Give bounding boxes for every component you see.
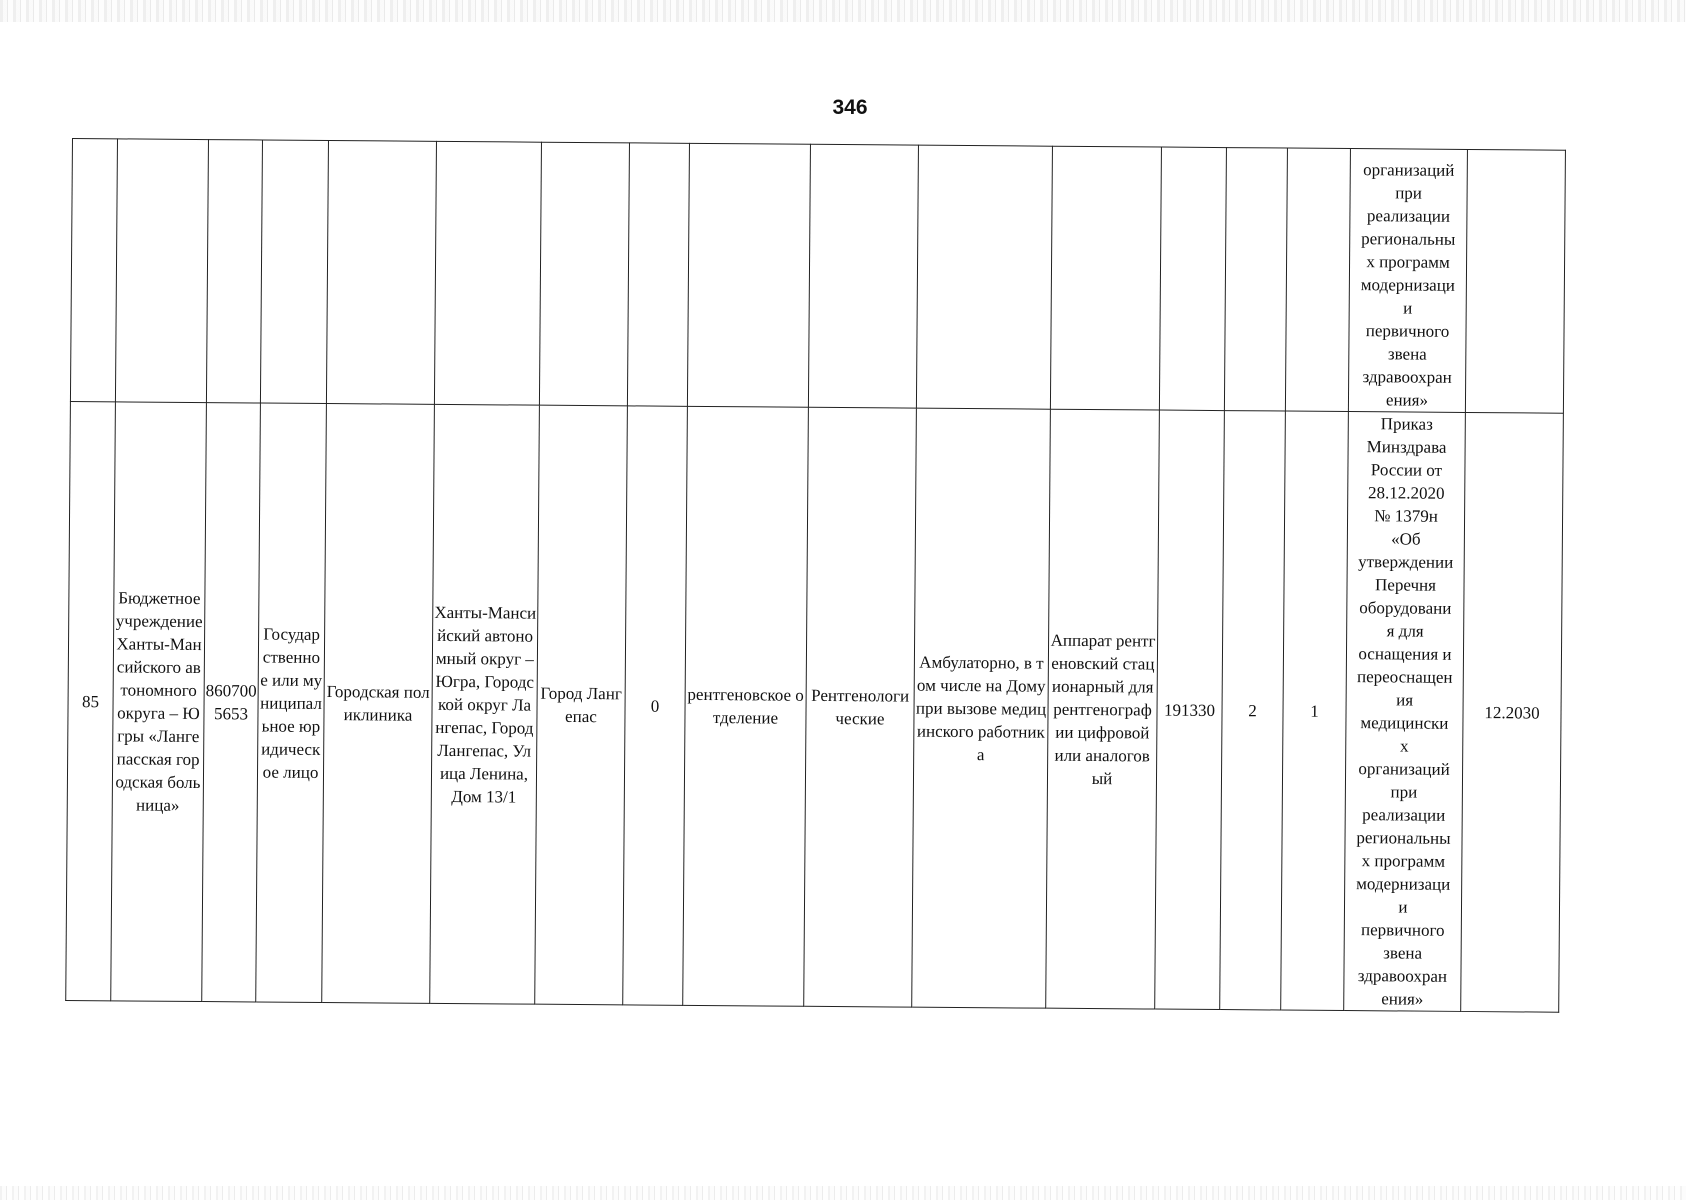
cell-legal-form [260, 140, 328, 404]
cell-legal-form: Государственное или муниципальное юридическое лицо [256, 403, 327, 1002]
cell-deadline: 12.2030 [1461, 412, 1564, 1012]
cell-address: Ханты-Мансийский автономный округ – Югра, Городской округ Лангепас, Город Лангепас, Улица Ленина, Дом 13/1 [430, 404, 540, 1004]
cell-available-quantity: 1 [1281, 411, 1349, 1010]
cell-number [70, 139, 117, 402]
cell-address [434, 141, 541, 405]
cell-care-conditions [916, 145, 1052, 409]
table-row-continuation [70, 139, 1565, 414]
cell-organization [115, 139, 208, 403]
regulation-text: Приказ Минздрава России от 28.12.2020 № 1379н «Об утверждении Перечня оборудовани я для оснащения и переоснащен ия медицински х организаций при реализации региональны х программ модернизаци и первичного звена здравоохран ения» [1356, 414, 1454, 1009]
cell-subdivision [326, 141, 436, 405]
cell-regulation [1344, 412, 1466, 1012]
cell-organization: Бюджетное учреждение Ханты-Мансийского автономного округа – Югры «Лангепасская городская больница» [111, 402, 207, 1002]
cell-service-type [808, 144, 918, 408]
cell-regulation [1348, 149, 1467, 413]
cell-care-conditions: Амбулаторно, в том числе на Дому при вызове медицинского работника [912, 408, 1051, 1008]
cell-required-quantity: 2 [1220, 411, 1286, 1010]
cell-equipment [1050, 146, 1161, 410]
cell-inn: 8607005653 [202, 403, 261, 1002]
cell-code: 0 [623, 406, 688, 1005]
page-number: 346 [832, 96, 868, 119]
cell-service-type: Рентгенологические [804, 407, 917, 1007]
scan-bottom-edge [0, 1186, 1686, 1200]
regulation-text: организаций при реализации региональны х программ модернизаци и первичного звена здравоохран ения» [1360, 160, 1456, 410]
cell-equipment-code [1159, 147, 1226, 411]
cell-inn [206, 140, 262, 403]
cell-number: 85 [66, 401, 116, 1000]
cell-available-quantity [1285, 148, 1350, 411]
cell-required-quantity [1224, 148, 1287, 411]
equipment-table [65, 138, 1566, 1013]
table-row [66, 401, 1564, 1012]
cell-department: рентгеновское отделение [683, 406, 809, 1006]
cell-settlement [539, 142, 629, 406]
cell-equipment: Аппарат рентгеновский стационарный для рентгенографии цифровой или аналоговый [1046, 409, 1160, 1009]
cell-code [627, 143, 689, 406]
scan-top-edge [0, 0, 1686, 22]
cell-department [687, 143, 810, 407]
cell-subdivision: Городская поликлиника [322, 404, 435, 1004]
cell-settlement: Город Лангепас [535, 405, 628, 1005]
cell-deadline [1465, 149, 1565, 413]
cell-equipment-code: 191330 [1155, 410, 1225, 1009]
